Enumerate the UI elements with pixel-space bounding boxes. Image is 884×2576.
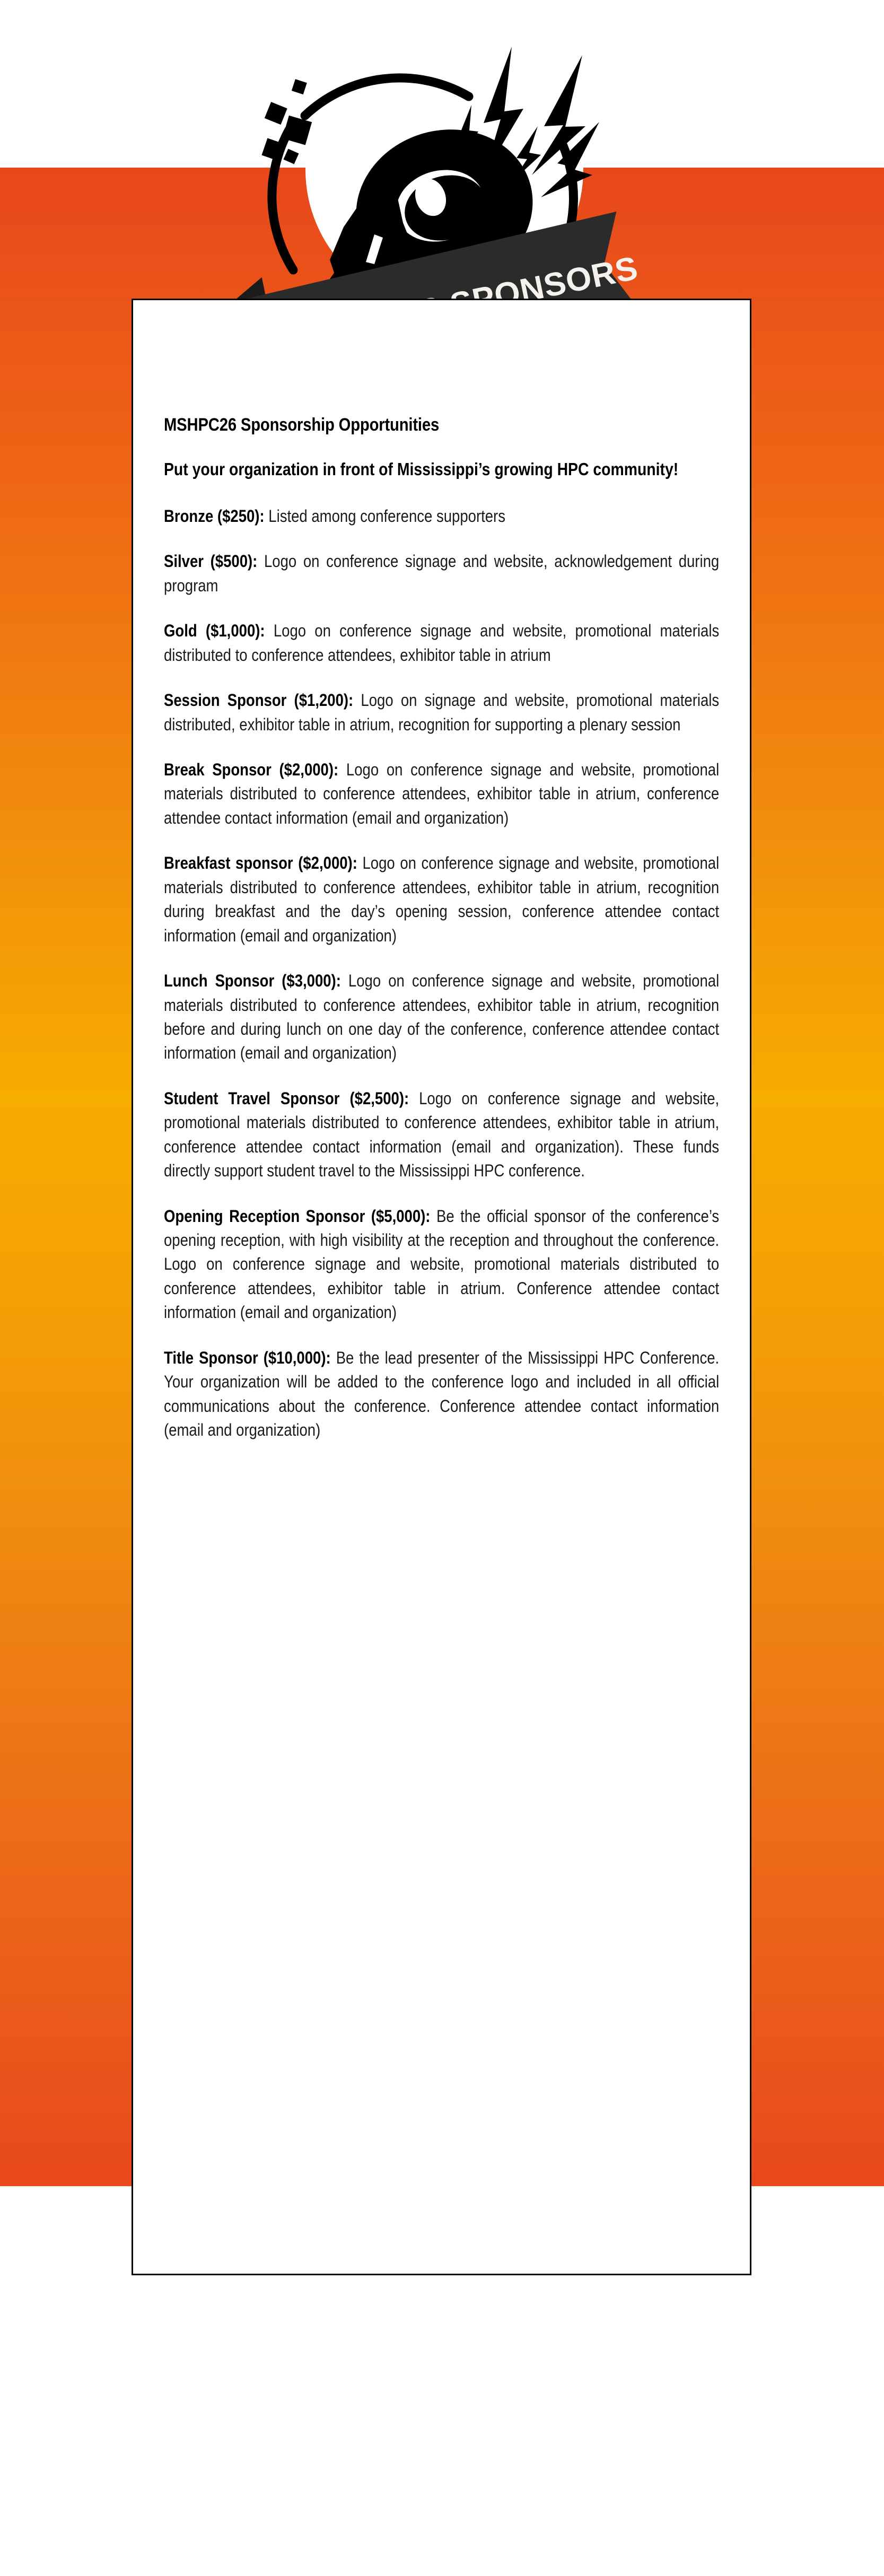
tier-description: Logo on conference signage and website, acknowledgement during program — [164, 552, 720, 595]
tier-description: Logo on conference signage and website, promotional materials distributed to conference attendees, exhibitor table in atrium, recognition during breakfast and the day’s opening session, conference attendee contact information (email and organization) — [164, 853, 720, 945]
sponsor-tier-lunch — [164, 969, 719, 1066]
tier-description: Logo on signage and website, promotional materials distributed, exhibitor table in atrium, recognition for supporting a plenary session — [164, 691, 720, 734]
sponsor-tier-break — [164, 758, 719, 830]
tier-description: Logo on conference signage and website, promotional materials distributed to conference attendees, exhibitor table in atrium, conference attendee contact information (email and organization). These funds directly support student travel to the Mississippi HPC conference. — [164, 1088, 720, 1181]
lede-text: Put your organization in front of Mississippi’s growing HPC community! — [164, 459, 679, 479]
sponsorship-card — [132, 299, 751, 2275]
sponsor-tier-silver — [164, 549, 719, 598]
tier-label: Break Sponsor ($2,000): — [164, 760, 339, 780]
tier-label: Student Travel Sponsor ($2,500): — [164, 1088, 409, 1108]
sponsor-tier-gold — [164, 619, 719, 667]
sponsor-tier-breakfast — [164, 851, 719, 948]
tier-label: Breakfast sponsor ($2,000): — [164, 853, 357, 873]
tier-label: Title Sponsor ($10,000): — [164, 1348, 331, 1367]
tier-label: Bronze ($250): — [164, 506, 265, 526]
tier-description: Listed among conference supporters — [268, 506, 505, 526]
confetti-square-icon — [261, 79, 312, 164]
tier-label: Opening Reception Sponsor ($5,000): — [164, 1206, 431, 1226]
tier-label: Silver ($500): — [164, 552, 258, 571]
tier-description: Logo on conference signage and website, promotional materials distributed to conference attendees, exhibitor table in atrium, conference attendee contact information (email and organization) — [164, 760, 720, 827]
card-content — [133, 300, 750, 1474]
tier-description: Logo on conference signage and website, promotional materials distributed to conference attendees, exhibitor table in atrium, recognition before and during lunch on one day of the conference, conference attendee contact information (email and organization) — [164, 971, 720, 1063]
sponsor-tier-opening-reception — [164, 1204, 719, 1325]
sponsor-tier-student-travel — [164, 1087, 719, 1183]
sponsor-tier-title — [164, 1346, 719, 1443]
tier-description: Be the official sponsor of the conference’s opening reception, with high visibility at the reception and throughout the conference. Logo on conference signage and website, promotional materials distributed to conference attendees, exhibitor table in atrium. Conference attendee contact information (email and organization) — [164, 1206, 720, 1322]
tier-description: Logo on conference signage and website, promotional materials distributed to conference attendees, exhibitor table in atrium — [164, 621, 720, 665]
tier-label: Lunch Sponsor ($3,000): — [164, 971, 341, 991]
sponsor-tier-bronze — [164, 504, 719, 528]
tier-label: Gold ($1,000): — [164, 621, 265, 641]
tier-label: Session Sponsor ($1,200): — [164, 691, 354, 710]
sponsor-tier-session — [164, 688, 719, 737]
page-title: MSHPC26 Sponsorship Opportunities — [164, 415, 440, 435]
tier-description: Be the lead presenter of the Mississippi HPC Conference. Your organization will be added to the conference logo and included in all official communications about the conference. Conference attendee contact information (email and organization) — [164, 1348, 720, 1440]
